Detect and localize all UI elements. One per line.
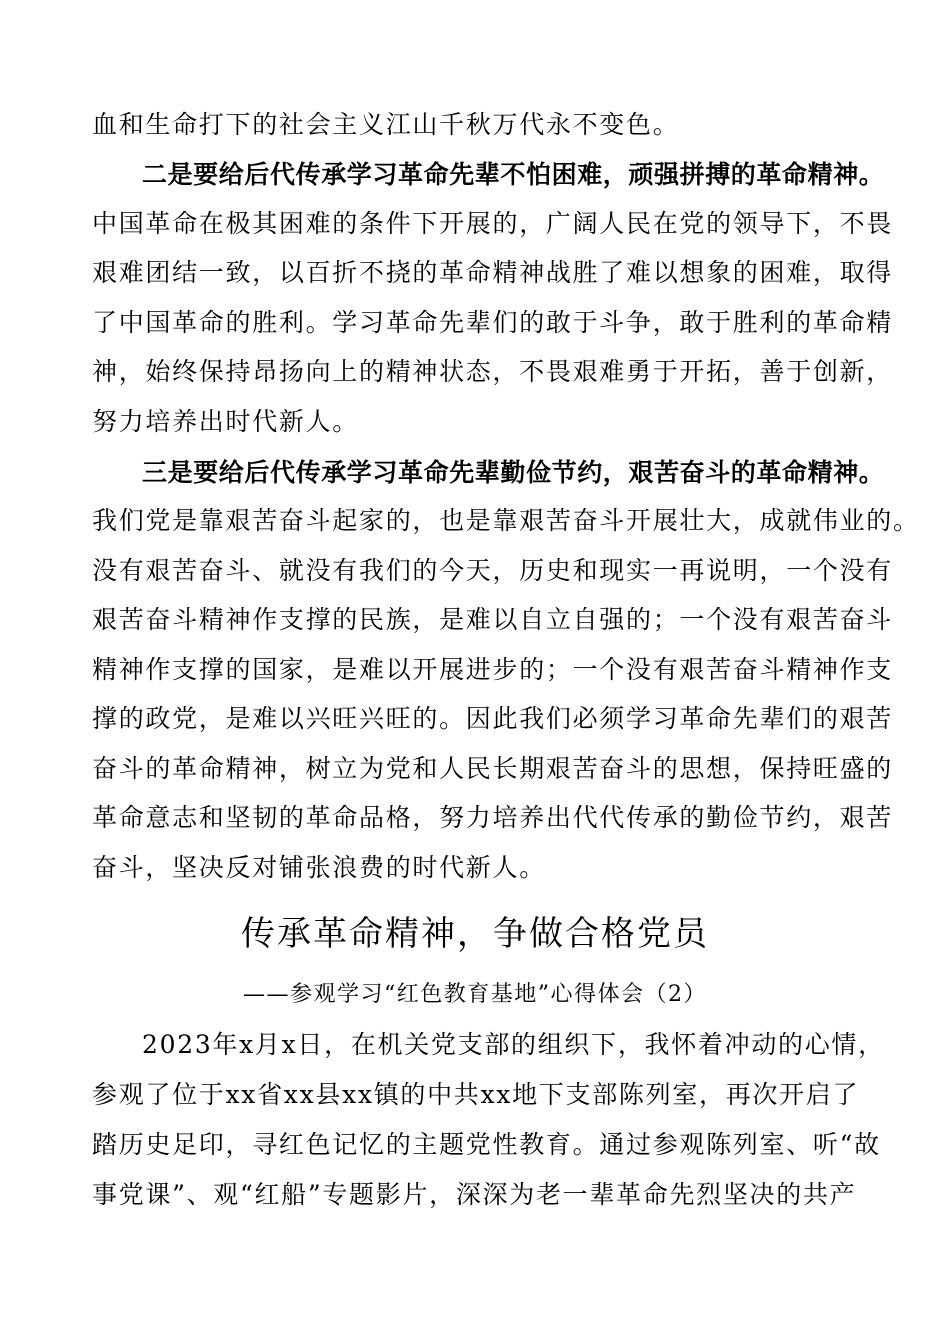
paragraph-line: 没有艰苦奋斗、就没有我们的今天，历史和现实一再说明，一个没有: [92, 556, 894, 585]
paragraph-line: 了中国革命的胜利。学习革命先辈们的敢于斗争，敢于胜利的革命精: [92, 308, 894, 337]
section-heading-2: 二是要给后代传承学习革命先辈不怕困难，顽强拼搏的革命精神。: [142, 160, 885, 189]
paragraph-line: 中国革命在极其困难的条件下开展的，广阔人民在党的领导下，不畏: [92, 209, 894, 238]
paragraph-line: 血和生命打下的社会主义江山千秋万代永不变色。: [92, 110, 680, 139]
paragraph-line: 奋斗，坚决反对铺张浪费的时代新人。: [92, 853, 546, 882]
paragraph-line: 事党课”、观“红船”专题影片，深深为老一辈革命先烈坚决的共产: [92, 1180, 857, 1209]
paragraph-line: 参观了位于xx省xx县xx镇的中共xx地下支部陈列室，再次开启了: [92, 1080, 860, 1109]
article-subtitle: ——参观学习“红色教育基地”心得体会（2）: [243, 982, 707, 1007]
article-title: 传承革命精神，争做合格党员: [241, 914, 709, 954]
paragraph-line: 2023年x月x日，在机关党支部的组织下，我怀着冲动的心情，: [142, 1030, 885, 1059]
paragraph-line: 踏历史足印，寻红色记忆的主题党性教育。通过参观陈列室、听“故: [92, 1130, 881, 1159]
paragraph-line: 艰苦奋斗精神作支撑的民族，是难以自立自强的；一个没有艰苦奋斗: [92, 605, 894, 634]
paragraph-line: 奋斗的革命精神，树立为党和人民长期艰苦奋斗的思想，保持旺盛的: [92, 754, 894, 783]
paragraph-line: 革命意志和坚韧的革命品格，努力培养出代代传承的勤俭节约，艰苦: [92, 803, 894, 832]
paragraph-line: 精神作支撑的国家，是难以开展进步的；一个没有艰苦奋斗精神作支: [92, 655, 894, 684]
section-heading-3: 三是要给后代传承学习革命先辈勤俭节约，艰苦奋斗的革命精神。: [142, 458, 885, 487]
paragraph-line: 努力培养出时代新人。: [92, 407, 360, 436]
paragraph-line: 我们党是靠艰苦奋斗起家的，也是靠艰苦奋斗开展壮大，成就伟业的。: [92, 506, 920, 535]
paragraph-line: 撑的政党，是难以兴旺兴旺的。因此我们必须学习革命先辈们的艰苦: [92, 704, 894, 733]
paragraph-line: 艰难团结一致，以百折不挠的革命精神战胜了难以想象的困难，取得: [92, 258, 894, 287]
paragraph-line: 神，始终保持昂扬向上的精神状态，不畏艰难勇于开拓，善于创新，: [92, 357, 894, 386]
